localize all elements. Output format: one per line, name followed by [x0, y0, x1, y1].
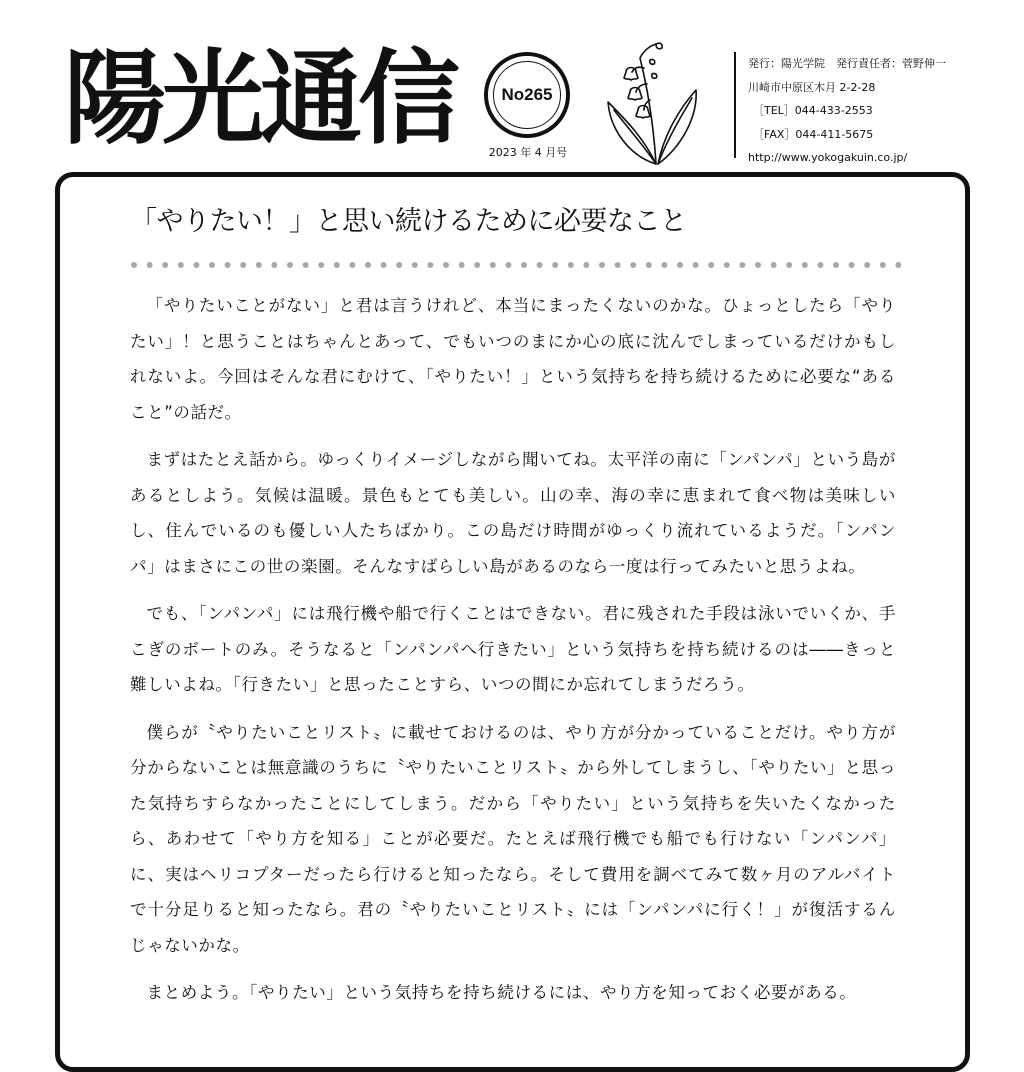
header-divider [734, 52, 736, 158]
divider-dot [599, 262, 605, 268]
article-body [130, 288, 896, 1023]
publisher-info [748, 52, 946, 170]
divider-dot [802, 262, 808, 268]
divider-dot [505, 262, 511, 268]
issue-number: No265 [501, 85, 553, 104]
divider-dot [459, 262, 465, 268]
divider-dot [490, 262, 496, 268]
newsletter-title: 陽光通信 [64, 40, 456, 159]
divider-dot [521, 262, 527, 268]
fax-line: ［FAX］044-411-5675 [753, 127, 874, 141]
divider-dot [708, 262, 714, 268]
paragraph-5: まとめよう。「やりたい」という気持ちを持ち続けるには、やり方を知っておく必要がある。 [146, 983, 857, 1002]
divider-dot [396, 262, 402, 268]
divider-dot [771, 262, 777, 268]
divider-dot [256, 262, 262, 268]
divider-dot [303, 262, 309, 268]
divider-dot [755, 262, 761, 268]
divider-dot [677, 262, 683, 268]
divider-dot [412, 262, 418, 268]
issue-number-badge [484, 52, 570, 138]
divider-dot [568, 262, 574, 268]
publisher-line: 発行：陽光学院 発行責任者：菅野伸一 [748, 57, 946, 70]
divider-dot [443, 262, 449, 268]
divider-dot [849, 262, 855, 268]
divider-dot [739, 262, 745, 268]
divider-dot [693, 262, 699, 268]
divider-dot [349, 262, 355, 268]
divider-dot [365, 262, 371, 268]
divider-dot [240, 262, 246, 268]
divider-dot [131, 262, 137, 268]
divider-dot [474, 262, 480, 268]
divider-dot [537, 262, 543, 268]
website-url[interactable]: http://www.yokogakuin.co.jp/ [748, 151, 908, 164]
divider-dot [162, 262, 168, 268]
divider-dot [646, 262, 652, 268]
article-title: 「やりたい！」と思い続けるために必要なこと [130, 206, 687, 237]
divider-dot [334, 262, 340, 268]
divider-dot [817, 262, 823, 268]
paragraph-1: 「やりたいことがない」と君は言うけれど、本当にまったくないのかな。ひょっとしたら「やりたい」！と思うことはちゃんとあって、でもいつのまにか心の底に沈んでしまっているだけかもしれないよ。今回はそんな君にむけて、「やりたい！」という気持ちを持ち続けるために必要な“あること”の話だ。 [130, 296, 896, 422]
divider-dot [271, 262, 277, 268]
paragraph-3: でも、「ンパンパ」には飛行機や船で行くことはできない。君に残された手段は泳いでいくか、手こぎのボートのみ。そうなると「ンパンパへ行きたい」という気持ちを持ち続けるのは――きっと難しいよね。「行きたい」と思ったことすら、いつの間にか忘れてしまうだろう。 [130, 604, 896, 694]
divider-dot [318, 262, 324, 268]
divider-dot [615, 262, 621, 268]
divider-dot [833, 262, 839, 268]
divider-dot [147, 262, 153, 268]
address-line: 川崎市中原区木月 2-2-28 [748, 80, 876, 94]
paragraph-4: 僕らが〝やりたいことリスト〟に載せておけるのは、やり方が分かっていることだけ。やり方が分からないことは無意識のうちに〝やりたいことリスト〟から外してしまうし、「やりたい」と思った気持ちすらなかったことにしてしまう。だから「やりたい」という気持ちを失いたくなかったら、あわせて「やり方を知る」ことが必要だ。たとえば飛行機でも船でも行けない「ンパンパ」に、実はヘリコプターだったら行けると知ったなら。そして費用を調べてみて数ヶ月のアルバイトで十分足りると知ったなら。君の〝やりたいことリスト〟には「ンパンパに行く！」が復活するんじゃないかな。 [130, 722, 896, 955]
paragraph-2: まずはたとえ話から。ゆっくりイメージしながら聞いてね。太平洋の南に「ンパンパ」という島があるとしよう。気候は温暖。景色もとても美しい。山の幸、海の幸に恵まれて食べ物は美味しいし、住んでいるのも優しい人たちばかり。この島だけ時間がゆっくり流れているようだ。「ンパンパ」はまさにこの世の楽園。そんなすばらしい島があるのなら一度は行ってみたいと思うよね。 [130, 450, 896, 576]
divider-dot [427, 262, 433, 268]
divider-dot [287, 262, 293, 268]
divider-dot [864, 262, 870, 268]
divider-dot [552, 262, 558, 268]
divider-dot [630, 262, 636, 268]
divider-dot [786, 262, 792, 268]
tel-line: ［TEL］044-433-2553 [753, 104, 873, 117]
dotted-divider [130, 261, 910, 269]
divider-dot [661, 262, 667, 268]
issue-date: 2023 年 4 月号 [488, 146, 568, 159]
divider-dot [225, 262, 231, 268]
divider-dot [193, 262, 199, 268]
divider-dot [178, 262, 184, 268]
divider-dot [381, 262, 387, 268]
divider-dot [724, 262, 730, 268]
divider-dot [880, 262, 886, 268]
lily-of-the-valley-illustration [600, 38, 710, 168]
divider-dot [209, 262, 215, 268]
divider-dot [895, 262, 901, 268]
divider-dot [583, 262, 589, 268]
